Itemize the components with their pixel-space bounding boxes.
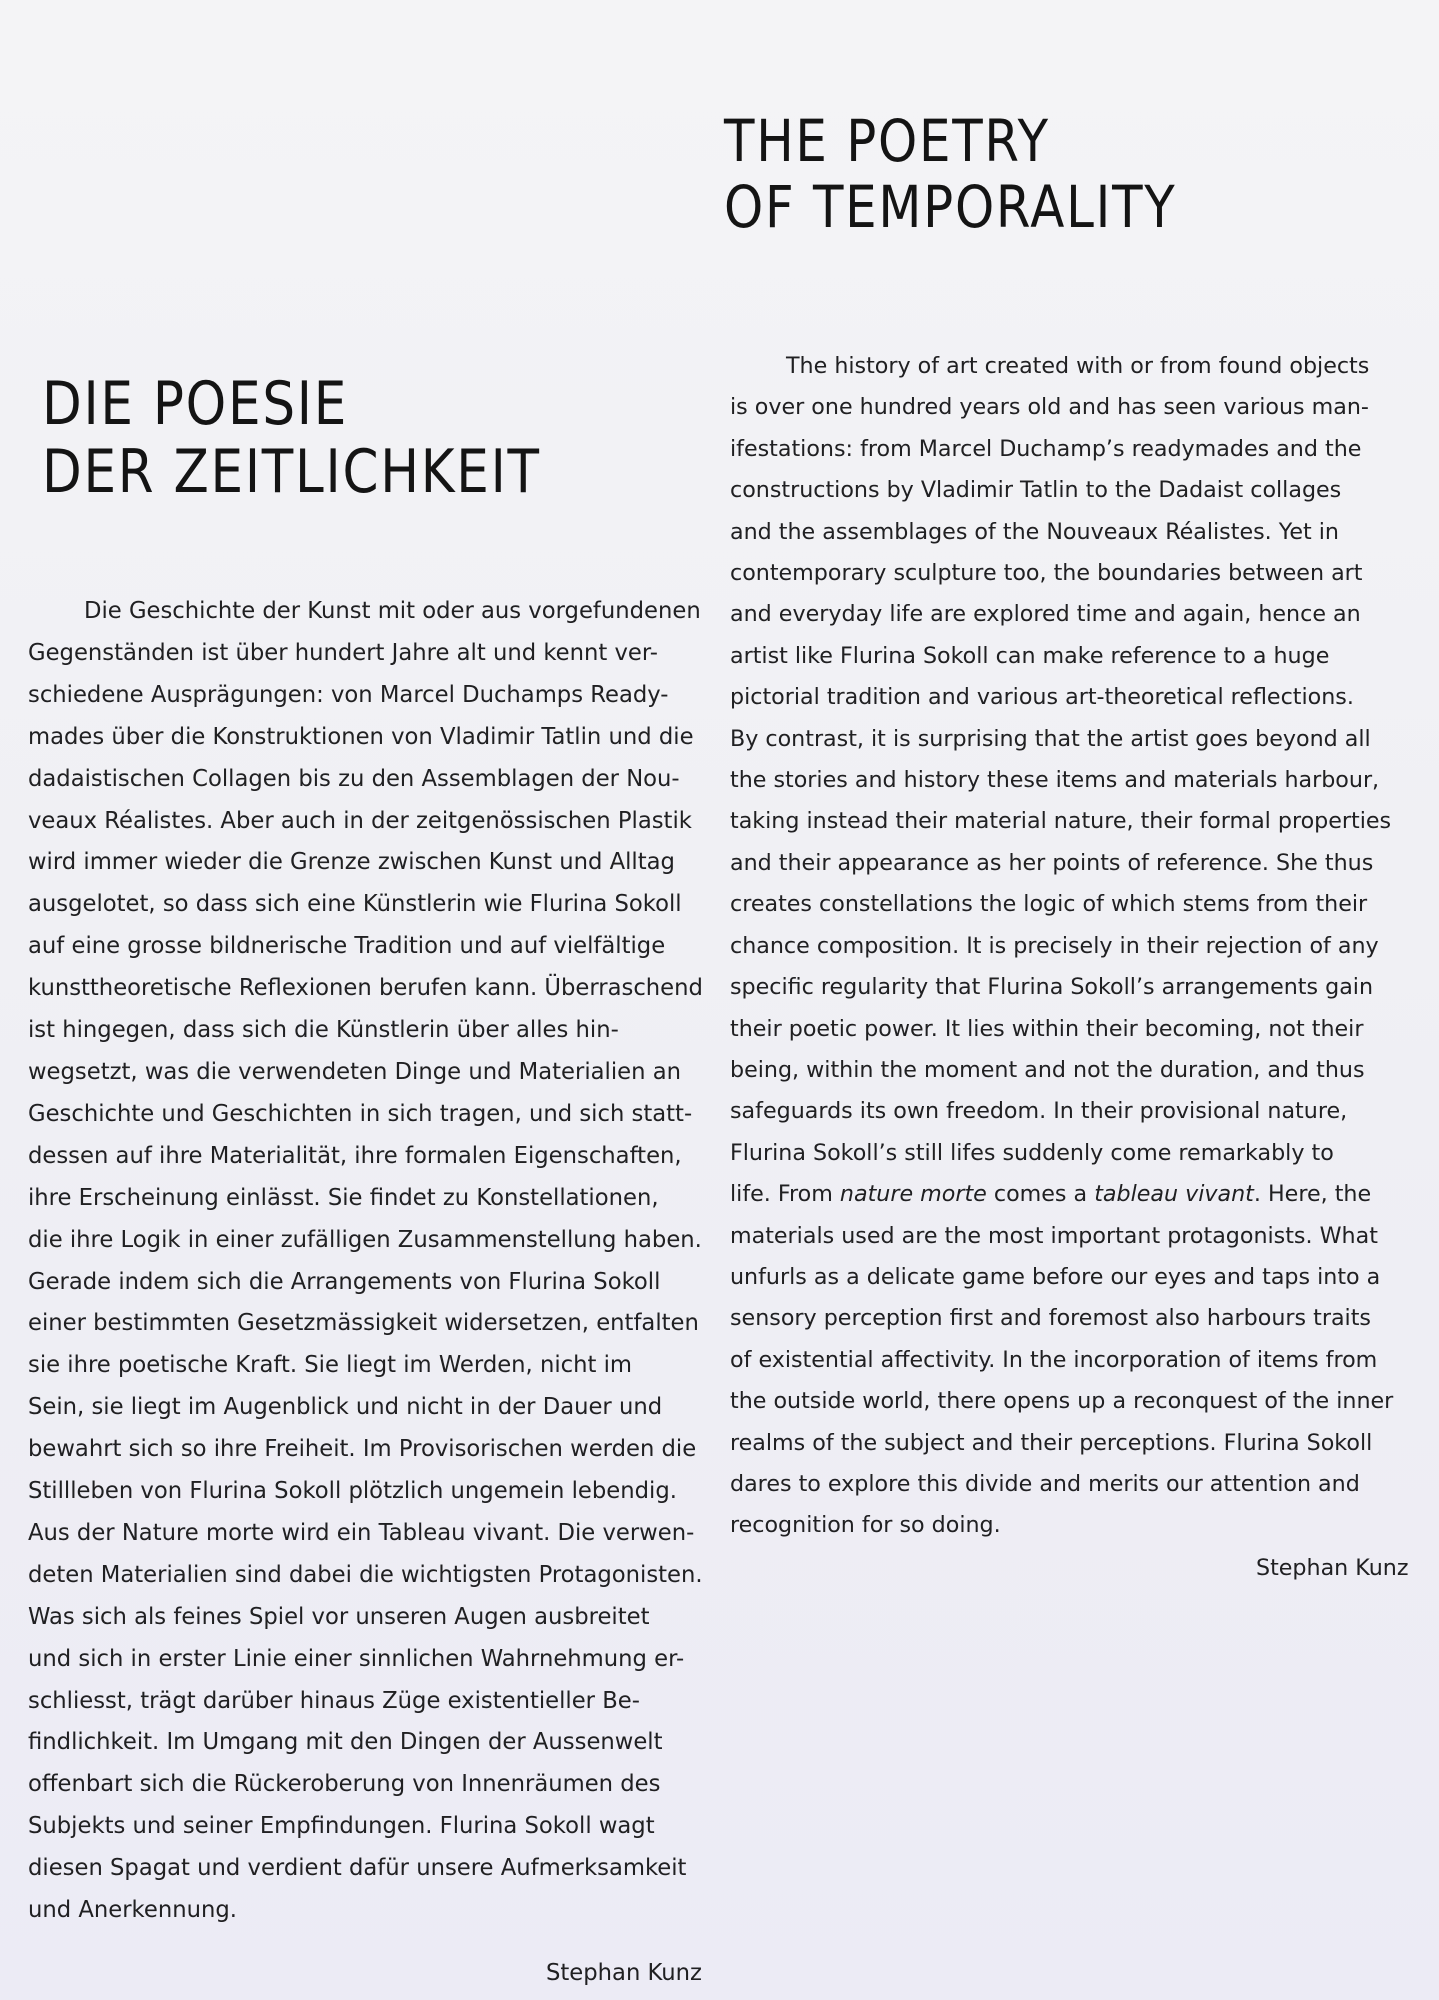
text-line: dares to explore this divide and merits our attention and [730, 1470, 1360, 1497]
text-line: Flurina Sokoll’s still lifes suddenly come remarkably to [730, 1139, 1334, 1166]
text-line: deten Materialien sind dabei die wichtigsten Protagonisten. [28, 1561, 703, 1588]
text-fragment: . Here, the [1253, 1181, 1372, 1208]
text-line: ifestations: from Marcel Duchamp’s readymades and the [730, 435, 1362, 462]
text-line: schliesst, trägt darüber hinaus Züge existentieller Be- [28, 1687, 640, 1714]
english-title-line: OF TEMPORALITY [724, 173, 1177, 242]
text-line: Geschichte und Geschichten in sich tragen, und sich statt- [28, 1100, 693, 1127]
text-fragment: comes a [986, 1181, 1095, 1208]
text-line: creates constellations the logic of which stems from their [730, 891, 1368, 918]
text-line: being, within the moment and not the duration, and thus [730, 1056, 1365, 1083]
english-title-line: THE POETRY [724, 107, 1050, 175]
text-line [730, 1174, 1393, 1215]
text-line: By contrast, it is surprising that the artist goes beyond all [730, 725, 1371, 752]
italic-text: nature morte [839, 1181, 987, 1208]
text-line: the outside world, there opens up a reconquest of the inner [730, 1388, 1394, 1415]
text-line: ist hingegen, dass sich die Künstlerin über alles hin- [28, 1017, 619, 1044]
text-line: the stories and history these items and materials harbour, [730, 767, 1380, 794]
english-author: Stephan Kunz [1256, 1555, 1409, 1581]
text-line: diesen Spagat und verdient dafür unsere Aufmerksamkeit [28, 1855, 687, 1882]
text-line: sie ihre poetische Kraft. Sie liegt im Werden, nicht im [28, 1352, 633, 1379]
text-line: wird immer wieder die Grenze zwischen Kunst und Alltag [28, 849, 675, 876]
text-line: die ihre Logik in einer zufälligen Zusammenstellung haben. [28, 1226, 702, 1253]
text-line: wegsetzt, was die verwendeten Dinge und Materialien an [28, 1058, 681, 1085]
text-line: artist like Flurina Sokoll can make reference to a huge [730, 642, 1330, 669]
text-line: their poetic power. It lies within their becoming, not their [730, 1015, 1364, 1042]
text-line: Aus der Nature morte wird ein Tableau vivant. Die verwen- [28, 1519, 695, 1546]
german-title-line: DIE POESIE [42, 369, 349, 439]
text-line: und Anerkennung. [28, 1897, 237, 1924]
text-line: is over one hundred years old and has seen various man- [730, 394, 1369, 421]
text-line: veaux Réalistes. Aber auch in der zeitgenössischen Plastik [28, 807, 692, 834]
text-line: Die Geschichte der Kunst mit oder aus vorgefundenen [84, 598, 701, 624]
text-line: sensory perception first and foremost also harbours traits [730, 1305, 1371, 1332]
text-line: ihre Erscheinung einlässt. Sie findet zu Konstellationen, [28, 1184, 659, 1211]
text-line: recognition for so doing. [730, 1512, 1001, 1539]
german-body-text [28, 591, 703, 1932]
text-line: Was sich als feines Spiel vor unseren Augen ausbreitet [28, 1603, 650, 1630]
text-line: und sich in erster Linie einer sinnlichen Wahrnehmung er- [28, 1645, 685, 1672]
text-line: and their appearance as her points of reference. She thus [730, 849, 1374, 876]
text-line: The history of art created with or from found objects [786, 353, 1370, 379]
text-line: findlichkeit. Im Umgang mit den Dingen der Aussenwelt [28, 1729, 663, 1756]
text-line: pictorial tradition and various art-theoretical reflections. [730, 684, 1354, 711]
text-line: and the assemblages of the Nouveaux Réalistes. Yet in [730, 518, 1339, 545]
text-line: dessen auf ihre Materialität, ihre formalen Eigenschaften, [28, 1142, 682, 1169]
text-line: Stillleben von Flurina Sokoll plötzlich ungemein lebendig. [28, 1478, 677, 1505]
text-line: dadaistischen Collagen bis zu den Assemblagen der Nou- [28, 765, 680, 792]
german-author: Stephan Kunz [546, 1960, 702, 1986]
text-line: unfurls as a delicate game before our eyes and taps into a [730, 1263, 1381, 1290]
text-line: realms of the subject and their perceptions. Flurina Sokoll [730, 1429, 1373, 1456]
german-title-line: DER ZEITLICHKEIT [42, 437, 541, 508]
text-fragment: life. From [730, 1181, 840, 1208]
text-line: schiedene Ausprägungen: von Marcel Duchamps Ready- [28, 681, 669, 708]
text-line: kunsttheoretische Reflexionen berufen kann. Überraschend [28, 975, 703, 1002]
text-line: bewahrt sich so ihre Freiheit. Im Provisorischen werden die [28, 1436, 697, 1463]
text-line: of existential affectivity. In the incorporation of items from [730, 1346, 1378, 1373]
italic-text: tableau vivant [1094, 1181, 1254, 1208]
text-line: and everyday life are explored time and again, hence an [730, 601, 1361, 628]
text-line: Gerade indem sich die Arrangements von Flurina Sokoll [28, 1268, 661, 1295]
text-line: specific regularity that Flurina Sokoll’s arrangements gain [730, 974, 1374, 1001]
text-line: offenbart sich die Rückeroberung von Innenräumen des [28, 1771, 661, 1798]
text-line: einer bestimmten Gesetzmässigkeit widersetzen, entfalten [28, 1310, 699, 1337]
text-line: taking instead their material nature, their formal properties [730, 808, 1392, 835]
english-body-text [730, 346, 1393, 1547]
text-line: auf eine grosse bildnerische Tradition und auf vielfältige [28, 933, 666, 960]
text-line: contemporary sculpture too, the boundaries between art [730, 560, 1363, 587]
text-line: Subjekts und seiner Empfindungen. Flurina Sokoll wagt [28, 1813, 655, 1840]
german-title [42, 370, 541, 507]
text-line: ausgelotet, so dass sich eine Künstlerin wie Flurina Sokoll [28, 891, 682, 918]
text-line: safeguards its own freedom. In their provisional nature, [730, 1098, 1348, 1125]
text-line: Gegenständen ist über hundert Jahre alt und kennt ver- [28, 639, 658, 666]
english-title [724, 108, 1176, 240]
text-line: chance composition. It is precisely in their rejection of any [730, 932, 1379, 959]
text-line: materials used are the most important protagonists. What [730, 1222, 1378, 1249]
text-line: constructions by Vladimir Tatlin to the Dadaist collages [730, 477, 1342, 504]
text-line: Sein, sie liegt im Augenblick und nicht in der Dauer und [28, 1394, 663, 1421]
text-line: mades über die Konstruktionen von Vladimir Tatlin und die [28, 723, 694, 750]
